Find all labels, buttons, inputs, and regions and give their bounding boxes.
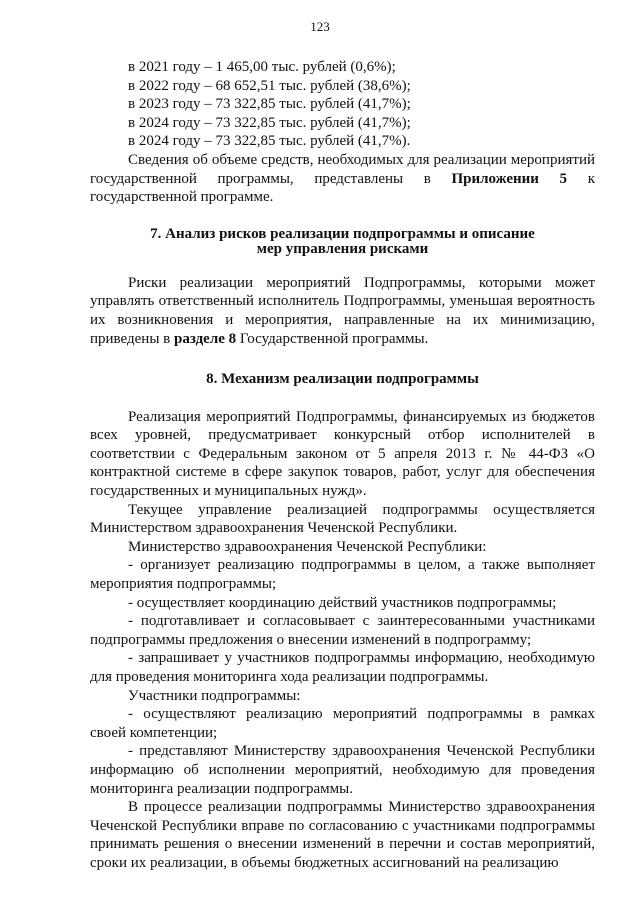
funding-line: в 2021 году – 1 465,00 тыс. рублей (0,6%);	[128, 59, 396, 75]
list-item: - представляют Министерству здравоохранения Чеченской Республики информацию об исполнении мероприятий, необходимую для проведения мониторинга реализации подпрограммы.	[90, 743, 595, 797]
section-8-paragraph-5: В процессе реализации подпрограммы Министерство здравоохранения Чеченской Республики вправе по согласованию с участниками подпрограммы принимать решения о внесении изменений в перечни и состав мероприятий, сроки их реализации, в объемы бюджетных ассигнований на реализацию	[90, 799, 595, 871]
page-content	[90, 58, 595, 872]
appendix-reference: Приложении 5	[451, 170, 568, 187]
funding-list	[90, 58, 595, 151]
ministry-duties-list	[90, 556, 595, 686]
section-7-title-line-2: мер управления рисками	[256, 241, 429, 258]
section-8-paragraph-4: Участники подпрограммы:	[128, 687, 301, 704]
list-item: - организует реализацию подпрограммы в целом, а также выполняет мероприятия подпрограммы;	[90, 557, 595, 592]
list-item: - подготавливает и согласовывает с заинтересованными участниками подпрограммы предложения о внесении изменений в подпрограмму;	[90, 613, 595, 648]
list-item: - осуществляет координацию действий участников подпрограммы;	[128, 594, 557, 611]
section-7-tail: Государственной программы.	[236, 330, 429, 347]
section-7-text: Риски реализации мероприятий Подпрограммы, которыми может управлять ответственный исполнитель Подпрограммы, уменьшая вероятность их возникновения и мероприятия, направленные на их минимизацию, приведены в	[90, 274, 595, 347]
section-8-paragraph-3: Министерство здравоохранения Чеченской Республики:	[128, 538, 487, 555]
funding-line: в 2024 году – 73 322,85 тыс. рублей (41,7%).	[128, 133, 411, 150]
funding-note	[90, 151, 595, 207]
section-8-paragraph-1: Реализация мероприятий Подпрограммы, финансируемых из бюджетов всех уровней, предусматривает конкурсный отбор исполнителей в соответствии с Федеральным законом от 5 апреля 2013 г. № 44-ФЗ «О контрактной системе в сфере закупок товаров, работ, услуг для обеспечения государственных и муниципальных нужд».	[90, 408, 595, 499]
list-item: - осуществляют реализацию мероприятий подпрограммы в рамках своей компетенции;	[90, 706, 595, 741]
section-8-title: 8. Механизм реализации подпрограммы	[206, 371, 479, 388]
funding-note-tail: к государственной программе.	[90, 170, 595, 206]
funding-note-text: Сведения об объеме средств, необходимых для реализации мероприятий государственной программы, представлены в	[90, 151, 595, 187]
section-7-title-line-1: 7. Анализ рисков реализации подпрограммы и описание	[150, 225, 535, 242]
list-item: - запрашивает у участников подпрограммы информацию, необходимую для проведения мониторинга хода реализации подпрограммы.	[90, 650, 595, 685]
participant-duties-list	[90, 705, 595, 798]
funding-line: в 2024 году – 73 322,85 тыс. рублей (41,7%);	[128, 114, 411, 131]
section-reference: разделе 8	[174, 330, 237, 347]
funding-line: в 2023 году – 73 322,85 тыс. рублей (41,7%);	[128, 96, 411, 113]
section-8-paragraph-2: Текущее управление реализацией подпрограммы осуществляется Министерством здравоохранения Чеченской Республики.	[90, 501, 595, 537]
funding-line: в 2022 году – 68 652,51 тыс. рублей (38,6%);	[128, 77, 411, 94]
page-number: 123	[310, 19, 330, 34]
section-7-paragraph	[90, 274, 595, 348]
